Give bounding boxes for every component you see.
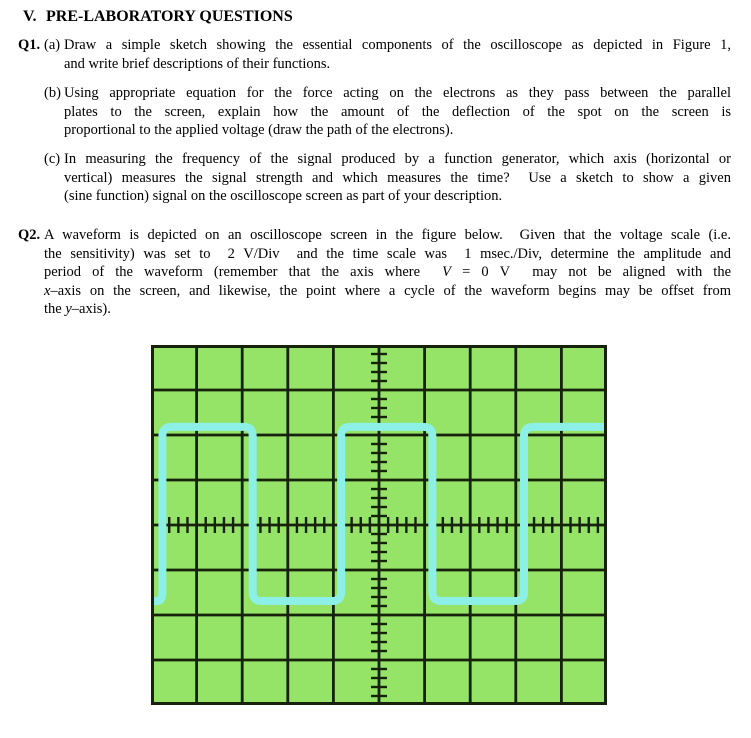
paragraph-line: In measuring the frequency of the signal produced by a function generator, which axis (horizontal or: [64, 151, 731, 167]
figure-container: [151, 345, 607, 705]
paragraph-line: proportional to the applied voltage (draw the path of the electrons).: [64, 122, 454, 139]
paragraph-line: period of the waveform (remember that the axis where V = 0 V may not be aligned with the: [44, 264, 731, 281]
part-a-label: (a): [44, 37, 61, 53]
part-a-paragraph: [64, 36, 731, 73]
paragraph-line: plates to the screen, explain how the amount of the deflection of the spot on the screen is: [64, 103, 731, 120]
spacer: [18, 150, 44, 206]
question-q1-part-a: [18, 36, 731, 73]
section-number: V.: [23, 8, 37, 25]
spacer: [18, 84, 44, 140]
q2-paragraph: [44, 226, 731, 319]
question-q1-part-b: [18, 84, 731, 140]
part-c-paragraph: [64, 150, 731, 206]
section-heading: [23, 7, 293, 26]
question-q1-part-c: [18, 150, 731, 206]
paragraph-line: the y–axis).: [44, 301, 111, 318]
paragraph-line: (sine function) signal on the oscilloscope screen as part of your description.: [64, 188, 503, 205]
paragraph-line: x–axis on the screen, and likewise, the point where a cycle of the waveform begins may be offset from: [44, 282, 731, 299]
paragraph-line: vertical) measures the signal strength and which measures the time? Use a sketch to show a given: [64, 169, 731, 186]
part-c-label: (c): [44, 151, 61, 167]
paragraph-line: A waveform is depicted on an oscilloscope screen in the figure below. Given that the voltage scale (i.e.: [44, 227, 731, 243]
section-title: PRE-LABORATORY QUESTIONS: [46, 8, 293, 25]
q1-label: Q1.: [18, 37, 41, 53]
part-b-label: (b): [44, 85, 61, 101]
question-q2: [18, 226, 731, 319]
q2-label: Q2.: [18, 227, 41, 243]
oscilloscope-screen: [151, 345, 607, 705]
paragraph-line: the sensitivity) was set to 2 V/Div and the time scale was 1 msec./Div, determine the amplitude and: [44, 245, 731, 262]
part-b-paragraph: [64, 84, 731, 140]
paragraph-line: Using appropriate equation for the force acting on the electrons as they pass between the parallel: [64, 85, 731, 101]
paragraph-line: and write brief descriptions of their functions.: [64, 55, 331, 72]
paragraph-line: Draw a simple sketch showing the essential components of the oscilloscope as depicted in Figure 1,: [64, 37, 731, 53]
